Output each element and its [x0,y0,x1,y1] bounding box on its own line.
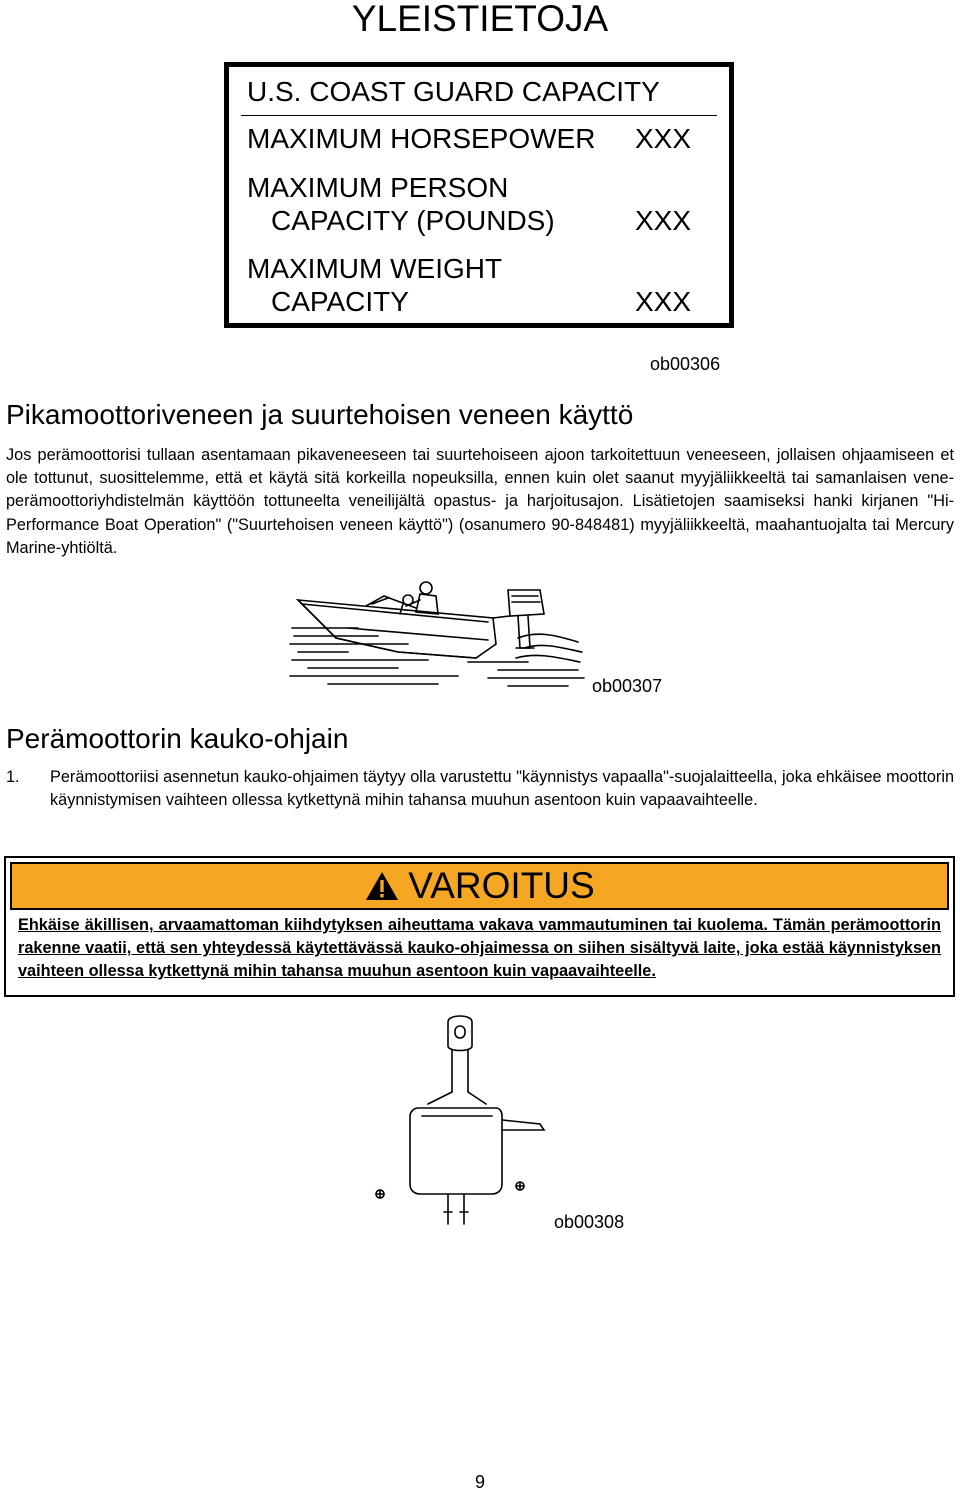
boat-illustration [288,578,588,696]
max-person-value: XXX [634,205,691,236]
max-horsepower-label: MAXIMUM HORSEPOWER [247,123,596,154]
capacity-label-box [224,62,734,328]
warning-header [10,862,949,910]
remote-control-illustration [360,1012,560,1232]
step-number: 1. [6,768,20,786]
max-horsepower-value: XXX [634,123,691,154]
max-weight-label-a: MAXIMUM WEIGHT [247,253,503,284]
step-text: Perämoottoriisi asennetun kauko-ohjaimen täytyy olla varustettu "käynnistys vapaalla"-suojalaitteella, joka ehkäisee moottorin käynnistymisen vaihteen ollessa kytkettynä mihin tahansa muuhun asentoon kuin vapaavaihteelle. [50,768,954,810]
max-weight-value: XXX [634,286,691,317]
page-title: YLEISTIETOJA [351,0,609,39]
boat-figure-ref: ob00307 [592,676,663,696]
page-number: 9 [474,1472,485,1492]
max-person-label-b: CAPACITY (POUNDS) [271,205,555,236]
warning-triangle-icon [364,870,400,902]
step-item [6,766,954,836]
max-weight-label-b: CAPACITY [271,286,409,317]
section-heading-performance: Pikamoottoriveneen ja suurtehoisen veneen käyttö [6,399,634,430]
capacity-figure-ref: ob00306 [650,354,721,374]
warning-text: Ehkäise äkillisen, arvaamattoman kiihdytyksen aiheuttama vakava vammautuminen tai kuolema. Tämän perämoottorin rakenne vaatii, että sen yhteydessä käytettävässä kauko-ohjaimessa on siihen sisältyvä laite, joka estää käynnistyksen vaihteen ollessa kytkettynä mihin tahansa muuhun asentoon kuin vapaavaihteelle. [18,916,941,980]
warning-box [4,856,955,997]
capacity-rule [241,115,717,116]
capacity-title: U.S. COAST GUARD CAPACITY [247,76,660,107]
warning-title: VAROITUS [408,865,595,906]
max-person-label-a: MAXIMUM PERSON [247,172,509,203]
section-body-performance: Jos perämoottorisi tullaan asentamaan pikaveneeseen tai suurtehoiseen ajoon tarkoitettuun veneeseen, jollaisen ohjaamiseen et ole tottunut, suosittelemme, että et käytä sitä korkeilla nopeuksilla, ennen kuin olet saanut myyjäliikkeeltä tai samanlaisen vene-perämoottoriyhdistelmän käyttöön tottuneelta veneilijältä opastus- ja harjoitusajon. Lisätietojen saamiseksi hanki kirjanen "Hi-Performance Boat Operation" ("Suurtehoisen veneen käyttö") (osanumero 90-848481) myyjäliikkeeltä, maahantuojalta tai Mercury Marine-yhtiöltä. [6,446,954,557]
remote-figure-ref: ob00308 [554,1212,625,1232]
section-heading-remote-control: Perämoottorin kauko-ohjain [6,723,349,754]
